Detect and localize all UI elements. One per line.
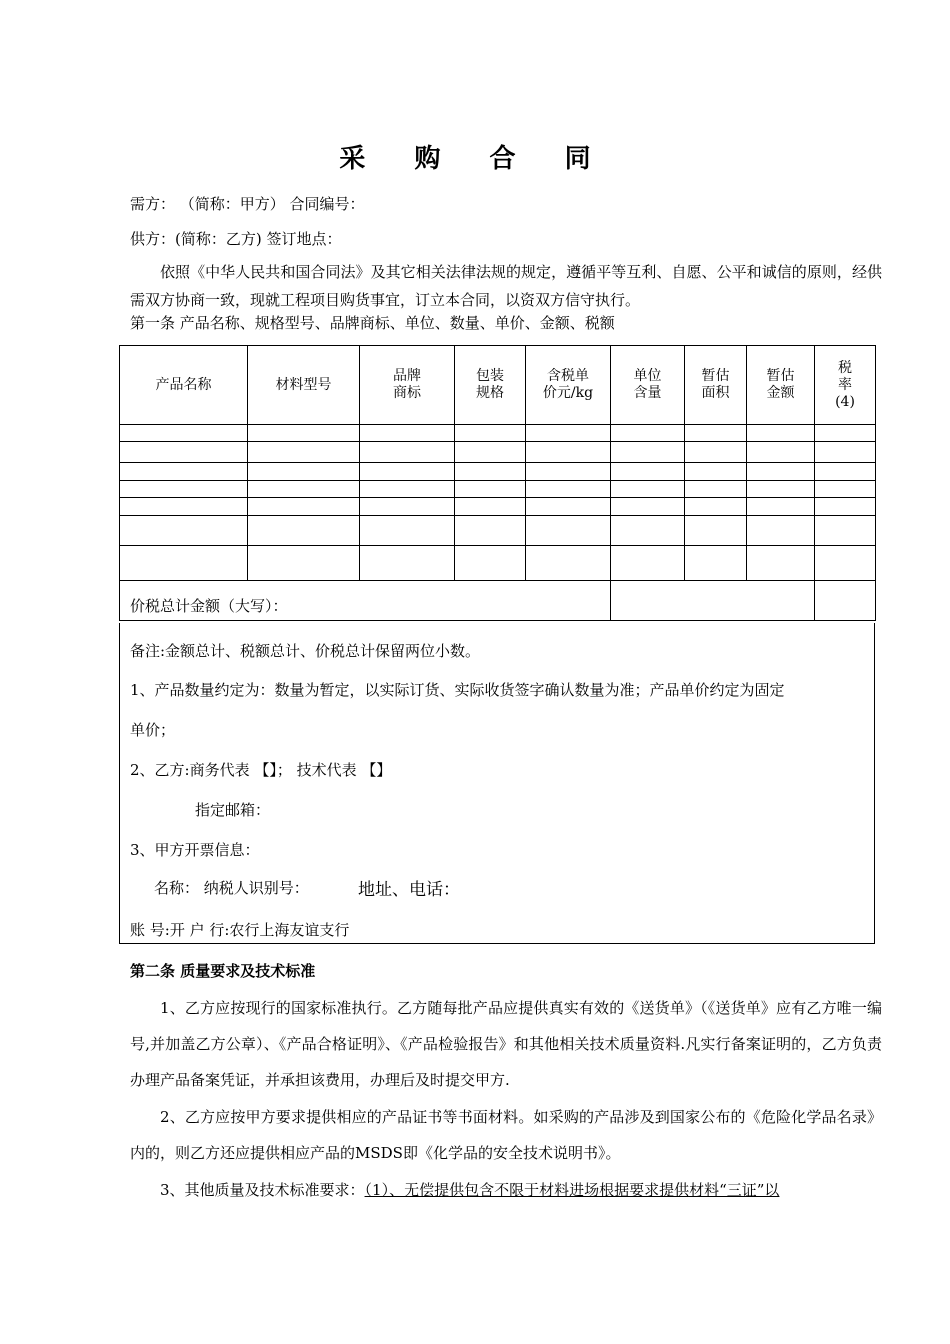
paragraph-3-underlined: （1）、无偿提供包含不限于材料进场根据要求提供材料“三证”以 xyxy=(364,1181,780,1199)
article-2-paragraph-1: 1、乙方应按现行的国家标准执行。乙方随每批产品应提供真实有效的《送货单》（《送货单》应有乙方唯一编号,并加盖乙方公章）、《产品合格证明》、《产品检验报告》和其他相关技术质量资料.凡实行备案证明的，乙方负责办理产品备案凭证，并承担该费用，办理后及时提交甲方. xyxy=(130,999,882,1089)
article-2-heading: 第二条 质量要求及技术标准 xyxy=(130,962,316,980)
header-model: 材料型号 xyxy=(248,346,360,425)
intro-paragraph: 依照《中华人民共和国合同法》及其它相关法律法规的规定，遵循平等互利、自愿、公平和诚信的原则，经供需双方协商一致，现就工程项目购货事宜，订立本合同，以资双方信守执行。 xyxy=(130,263,882,309)
header-package: 包装 规格 xyxy=(455,346,526,425)
document-title: 采 购 合 同 xyxy=(339,144,611,174)
table-row xyxy=(120,463,876,481)
header-est-amount: 暂估 金额 xyxy=(747,346,815,425)
total-row xyxy=(120,581,876,621)
header-unit-content: 单位 含量 xyxy=(611,346,685,425)
header-est-area: 暂估 面积 xyxy=(685,346,747,425)
total-amount-label: 价税总计金额（大写）： xyxy=(120,581,611,621)
invoice-address-line: 地址、电话： xyxy=(358,880,460,900)
article-2-paragraph-2: 2、乙方应按甲方要求提供相应的产品证书等书面材料。如采购的产品涉及到国家公布的《危险化学品名录》内的，则乙方还应提供相应产品的MSDS即《化学品的安全技术说明书》。 xyxy=(130,1108,882,1162)
table-header-row xyxy=(120,346,876,425)
total-tax-value xyxy=(815,581,876,621)
table-row xyxy=(120,425,876,442)
remarks-box xyxy=(119,623,875,944)
remark-item-2: 2、乙方:商务代表 【】； 技术代表 【】 xyxy=(130,761,392,779)
remark-item-1-cont: 单价； xyxy=(130,721,176,739)
header-brand: 品牌 商标 xyxy=(360,346,455,425)
header-tax-rate: 税 率 (4) xyxy=(815,346,876,425)
header-unit-price: 含税单 价元/kg xyxy=(526,346,611,425)
table-row xyxy=(120,546,876,581)
supplier-line: 供方：(简称：乙方) 签订地点： xyxy=(130,230,342,248)
goods-table xyxy=(119,345,876,621)
remark-item-1: 1、产品数量约定为：数量为暂定，以实际订货、实际收货签字确认数量为准；产品单价约定为固定 xyxy=(130,681,785,699)
remark-note: 备注:金额总计、税额总计、价税总计保留两位小数。 xyxy=(130,642,481,660)
buyer-line: 需方： （简称：甲方） 合同编号： xyxy=(130,195,365,213)
total-amount-value xyxy=(611,581,815,621)
table-row xyxy=(120,516,876,546)
table-row xyxy=(120,498,876,516)
remark-item-3: 3、甲方开票信息： xyxy=(130,841,260,859)
invoice-name-line: 名称： 纳税人识别号： xyxy=(154,879,309,897)
article-2-paragraph-3 xyxy=(130,1172,882,1208)
table-row xyxy=(120,481,876,498)
invoice-account-line: 账 号:开 户 行:农行上海友谊支行 xyxy=(130,921,350,939)
table-row xyxy=(120,442,876,463)
header-product-name: 产品名称 xyxy=(120,346,248,425)
article-1-heading: 第一条 产品名称、规格型号、品牌商标、单位、数量、单价、金额、税额 xyxy=(130,314,615,332)
remark-email: 指定邮箱： xyxy=(195,801,271,819)
paragraph-3-prefix: 3、其他质量及技术标准要求： xyxy=(160,1181,365,1199)
